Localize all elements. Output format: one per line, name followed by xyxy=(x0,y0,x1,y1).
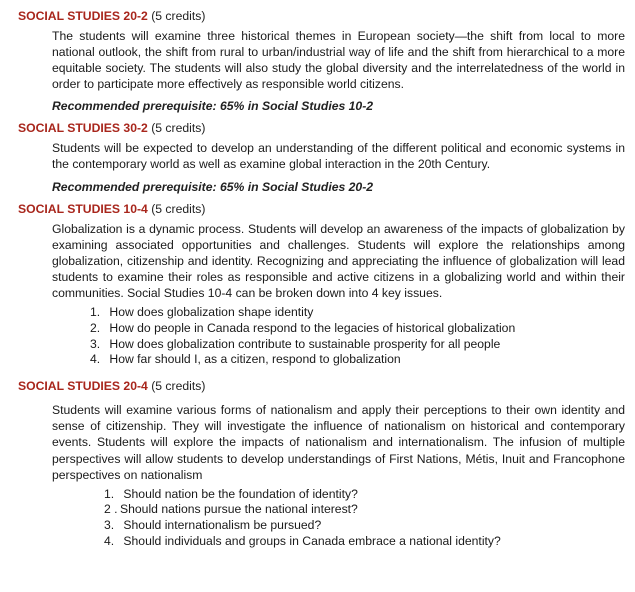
course-description: Students will be expected to develop an understanding of the different political and economic systems in the contemporary world as well as examine global interaction in the 20th Century. xyxy=(52,141,625,172)
course-prerequisite: Recommended prerequisite: 65% in Social Studies 10-2 xyxy=(52,99,374,114)
course-code: SOCIAL STUDIES 30-2 xyxy=(18,121,148,136)
list-item-number: 2 . xyxy=(104,502,118,517)
course-social-studies-30-2 xyxy=(18,120,625,194)
course-credits: (5 credits) xyxy=(151,379,206,394)
course-credits: (5 credits) xyxy=(151,9,206,23)
list-item-text: How far should I, as a citizen, respond to globalization xyxy=(109,352,401,367)
course-prerequisite: Recommended prerequisite: 65% in Social Studies 20-2 xyxy=(52,179,374,194)
course-heading xyxy=(18,8,625,24)
list-item xyxy=(104,487,625,503)
course-description: The students will examine three historical themes in European society—the shift from local to more national outlook, the shift from rural to urban/industrial way of life and the shift from hierarchical to a more equitable society. The students will also study the global diversity and the interrelatedness of the world in order to participate more effectively as responsible world citizens. xyxy=(52,29,625,92)
list-item-number: 1. xyxy=(90,305,101,320)
course-code: SOCIAL STUDIES 10-4 xyxy=(18,201,148,216)
list-item xyxy=(90,337,625,353)
course-heading xyxy=(18,120,625,136)
course-social-studies-10-4 xyxy=(18,201,625,369)
course-credits: (5 credits) xyxy=(151,121,206,136)
list-item-number: 2. xyxy=(90,320,101,335)
course-code: SOCIAL STUDIES 20-4 xyxy=(18,379,148,394)
list-item xyxy=(104,534,625,550)
list-item-number: 1. xyxy=(104,486,115,501)
list-item-text: Should individuals and groups in Canada embrace a national identity? xyxy=(123,534,501,549)
list-item xyxy=(90,305,625,321)
course-heading xyxy=(18,201,625,217)
list-item xyxy=(90,321,625,337)
list-item-text: How does globalization shape identity xyxy=(109,305,314,320)
key-issues-list xyxy=(104,487,625,550)
course-social-studies-20-2 xyxy=(18,8,625,114)
course-code: SOCIAL STUDIES 20-2 xyxy=(18,9,148,23)
course-description: Globalization is a dynamic process. Students will develop an awareness of the impacts of globalization by examining associated opportunities and challenges. Students will explore the relationships among globalization, citizenship and identity. Recognizing and appreciating the influence of globalization will lead students to examine their roles as responsible and active citizens in a globalizing world and within their communities. Social Studies 10-4 can be broken down into 4 key issues. xyxy=(52,221,625,300)
list-item xyxy=(104,502,625,518)
course-heading xyxy=(18,378,625,394)
list-item-number: 4. xyxy=(90,352,101,367)
course-social-studies-20-4 xyxy=(18,378,625,550)
list-item-number: 3. xyxy=(104,518,115,533)
list-item-number: 4. xyxy=(104,534,115,549)
course-description: Students will examine various forms of nationalism and apply their perceptions to their own identity and sense of citizenship. They will investigate the influence of nationalism on historical and contemporary events. Students will explore the impacts of nationalism and internationalism. The infusion of multiple perspectives will allow students to develop understandings of First Nations, Métis, Inuit and Francophone perspectives on nationalism xyxy=(52,403,625,482)
list-item-text: Should nation be the foundation of identity? xyxy=(123,486,358,501)
list-item-number: 3. xyxy=(90,336,101,351)
course-credits: (5 credits) xyxy=(151,201,206,216)
list-item-text: How does globalization contribute to sustainable prosperity for all people xyxy=(109,336,501,351)
list-item xyxy=(90,352,625,368)
list-item-text: Should internationalism be pursued? xyxy=(123,518,322,533)
list-item-text: Should nations pursue the national interest? xyxy=(120,502,358,517)
list-item-text: How do people in Canada respond to the legacies of historical globalization xyxy=(109,320,516,335)
list-item xyxy=(104,518,625,534)
key-issues-list xyxy=(90,305,625,368)
